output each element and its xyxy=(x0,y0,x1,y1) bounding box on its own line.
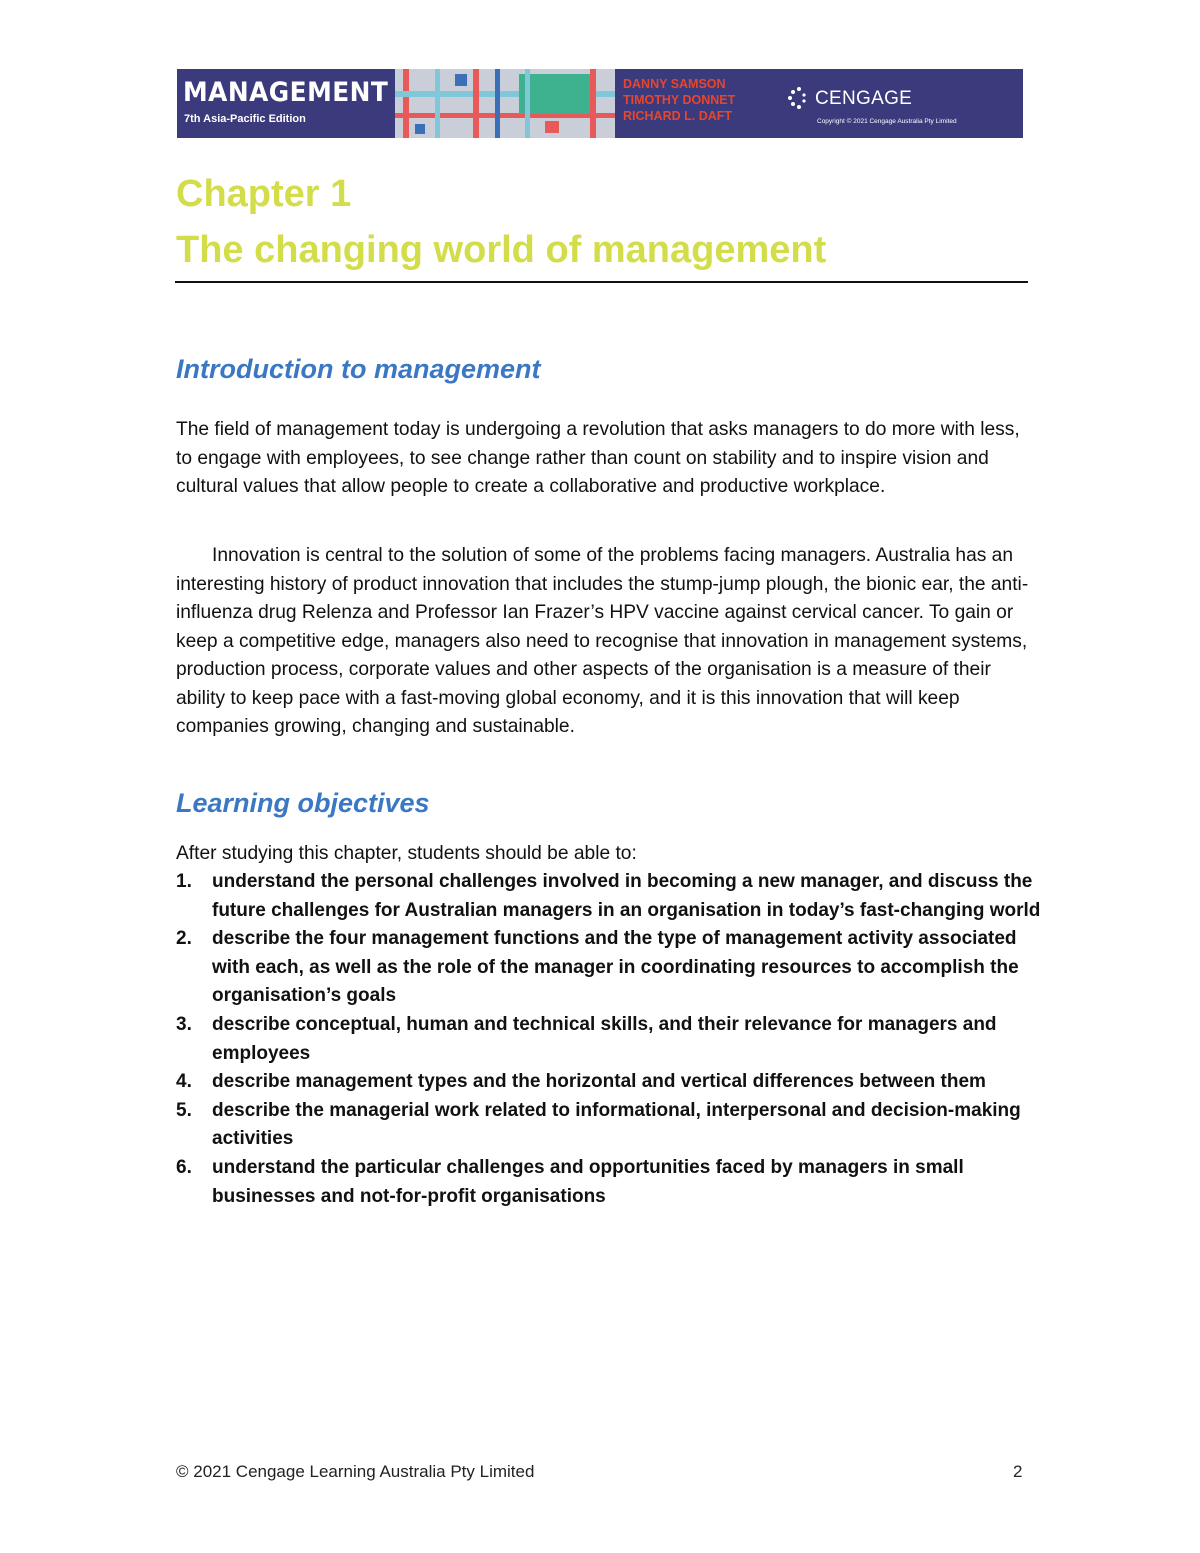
list-item xyxy=(176,1154,1046,1211)
banner-title: MANAGEMENT xyxy=(183,77,389,108)
objective-text: describe the four management functions and the type of management activity associated with each, as well as the role of the manager in coordinating resources to accomplish the organisation’s goals xyxy=(212,928,1019,1007)
list-number: 6. xyxy=(176,1156,192,1178)
book-banner xyxy=(177,69,1023,138)
page-number: 2 xyxy=(1013,1462,1023,1481)
objective-text: describe management types and the horizontal and vertical differences between them xyxy=(212,1071,986,1093)
list-number: 3. xyxy=(176,1013,192,1035)
list-item xyxy=(176,1097,1046,1154)
banner-edition: 7th Asia-Pacific Edition xyxy=(184,113,306,125)
objective-text: describe the managerial work related to informational, interpersonal and decision-making activities xyxy=(212,1099,1021,1150)
list-item xyxy=(176,868,1046,925)
objectives-intro: After studying this chapter, students should be able to: xyxy=(176,843,637,864)
list-item xyxy=(176,925,1046,1011)
intro-heading: Introduction to management xyxy=(176,354,541,384)
list-number: 4. xyxy=(176,1071,192,1093)
list-number: 5. xyxy=(176,1099,192,1121)
chapter-label: Chapter 1 xyxy=(176,173,352,215)
author-name: RICHARD L. DAFT xyxy=(623,109,733,123)
intro-paragraph-1: The field of management today is undergoing a revolution that asks managers to do more with less, to engage with employees, to see change rather than count on stability and to inspire vision and cultural values that allow people to create a collaborative and productive workplace. xyxy=(176,419,1020,497)
objective-text: describe conceptual, human and technical skills, and their relevance for managers and employees xyxy=(212,1013,997,1064)
objectives-list xyxy=(176,868,1046,1211)
objectives-heading: Learning objectives xyxy=(176,788,430,818)
list-number: 2. xyxy=(176,928,192,950)
chapter-title: The changing world of management xyxy=(176,229,827,271)
list-item xyxy=(176,1011,1046,1068)
objective-text: understand the personal challenges involved in becoming a new manager, and discuss the future challenges for Australian managers in an organisation in today’s fast-changing world xyxy=(212,871,1041,921)
banner-cover-art xyxy=(395,69,615,138)
author-name: TIMOTHY DONNET xyxy=(623,93,736,107)
objective-text: understand the particular challenges and opportunities faced by managers in small businesses and not-for-profit organisations xyxy=(212,1156,964,1207)
cengage-logo-icon xyxy=(787,86,811,114)
banner-authors xyxy=(623,76,735,124)
intro-paragraph-2: Innovation is central to the solution of some of the problems facing managers. Australia has an interesting history of product innovation that includes the stump-jump plough, the bionic ear, the anti-influenza drug Relenza and Professor Ian Frazer’s HPV vaccine against cervical cancer. To gain or keep a competitive edge, managers also need to recognise that innovation in management systems, production process, corporate values and other aspects of the organisation is a measure of their ability to keep pace with a fast-moving global economy, and it is this innovation that will keep companies growing, changing and sustainable. xyxy=(176,545,1029,737)
list-item xyxy=(176,1068,1046,1097)
banner-copyright: Copyright © 2021 Cengage Australia Pty Limited xyxy=(817,118,957,125)
list-number: 1. xyxy=(176,871,192,892)
heading-divider xyxy=(175,281,1028,283)
banner-publisher: CENGAGE xyxy=(815,88,913,109)
footer-copyright: © 2021 Cengage Learning Australia Pty Limited xyxy=(176,1462,535,1481)
author-name: DANNY SAMSON xyxy=(623,77,726,91)
